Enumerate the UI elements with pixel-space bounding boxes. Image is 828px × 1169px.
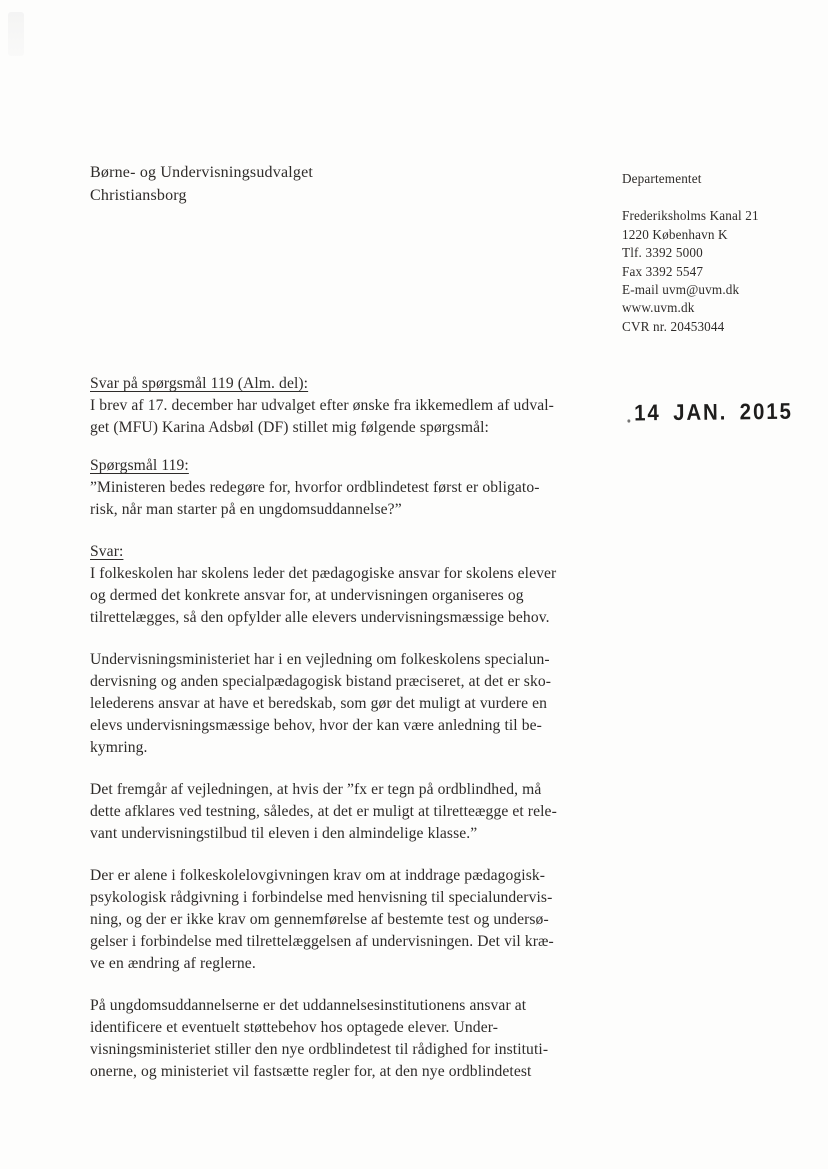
text-line: Det fremgår af vejledningen, at hvis der ”fx er tegn på ordblindhed, må [90,781,542,798]
text-line: dette afklares ved testning, således, at det er muligt at tilretteægge et rele- [90,803,557,820]
text-line: Tlf. 3392 5000 [622,245,703,261]
intro-paragraph [90,395,614,439]
text-line: Der er alene i folkeskolelovgivningen krav om at inddrage pædagogisk- [90,867,546,884]
text-line: CVR nr. 20453044 [622,318,725,334]
answer-section-start [90,541,614,629]
letter-body [90,373,614,1083]
text-line: I brev af 17. december har udvalget efter ønske fra ikkemedlem af udval- [90,397,554,414]
text-line: 1220 København K [622,226,728,242]
answer-paragraph [90,995,614,1083]
answer-paragraph [90,649,614,759]
text-line: www.uvm.dk [622,300,695,316]
text-line: E-mail uvm@uvm.dk [622,282,740,298]
scan-smudge [8,12,24,56]
subject-heading: Svar på spørgsmål 119 (Alm. del): [90,375,309,392]
answer-paragraph [90,865,614,975]
answer-paragraph [90,779,614,845]
text-line: Børne- og Undervisningsudvalget [90,164,314,181]
text-line: visningsministeriet stiller den nye ordblindetest til rådighed for instituti- [90,1041,549,1058]
answer-heading: Svar: [90,543,124,560]
text-line: lelederens ansvar at have et beredskab, som gør det muligt at vurdere en [90,695,548,712]
text-line: risk, når man starter på en ungdomsuddannelse?” [90,501,402,518]
intro-section [90,373,614,439]
text-line: get (MFU) Karina Adsbøl (DF) stillet mig følgende spørgsmål: [90,419,489,436]
text-line: gelser i forbindelse med tilrettelæggelsen af undervisningen. Det vil kræ- [90,933,554,950]
date-received-stamp: 14 JAN. 2015 [634,399,793,426]
text-line: Frederiksholms Kanal 21 [622,208,759,224]
text-line: og dermed det konkrete ansvar for, at undervisningen organiseres og [90,587,524,604]
text-line: På ungdomsuddannelserne er det uddannelsesinstitutionens ansvar at [90,997,527,1014]
text-line: psykologisk rådgivning i forbindelse med henvisning til specialundervis- [90,889,553,906]
question-heading: Spørgsmål 119: [90,457,189,474]
text-line: identificere et eventuelt støttebehov hos optagede elever. Under- [90,1019,498,1036]
answer-paragraph [90,563,614,629]
text-line: elevs undervisningsmæssige behov, hvor der kan være anledning til be- [90,717,542,734]
text-line: onerne, og ministeriet vil fastsætte regler for, at den nye ordblindetest [90,1063,532,1080]
question-section [90,455,614,521]
question-paragraph [90,477,614,521]
sender-info-block [622,170,812,336]
text-line: ve en ændring af reglerne. [90,955,256,972]
text-line: kymring. [90,739,148,756]
text-line: ”Ministeren bedes redegøre for, hvorfor ordblindetest først er obligato- [90,479,540,496]
text-line: Christiansborg [90,187,187,204]
text-line: vant undervisningstilbud til eleven i den almindelige klasse.” [90,825,478,842]
text-line: Fax 3392 5547 [622,263,704,279]
text-line: ning, og der er ikke krav om gennemførelse af bestemte test og undersø- [90,911,549,928]
recipient-address [90,161,313,207]
text-line: dervisning og anden specialpædagogisk bistand præciseret, at det er sko- [90,673,552,690]
sender-address [622,207,812,336]
text-line: tilrettelægges, så den opfylder alle elevers undervisningsmæssige behov. [90,609,550,626]
text-line: I folkeskolen har skolens leder det pædagogiske ansvar for skolens elever [90,565,557,582]
text-line: Undervisningsministeriet har i en vejledning om folkeskolens specialun- [90,651,550,668]
sender-department: Departementet [622,171,702,186]
